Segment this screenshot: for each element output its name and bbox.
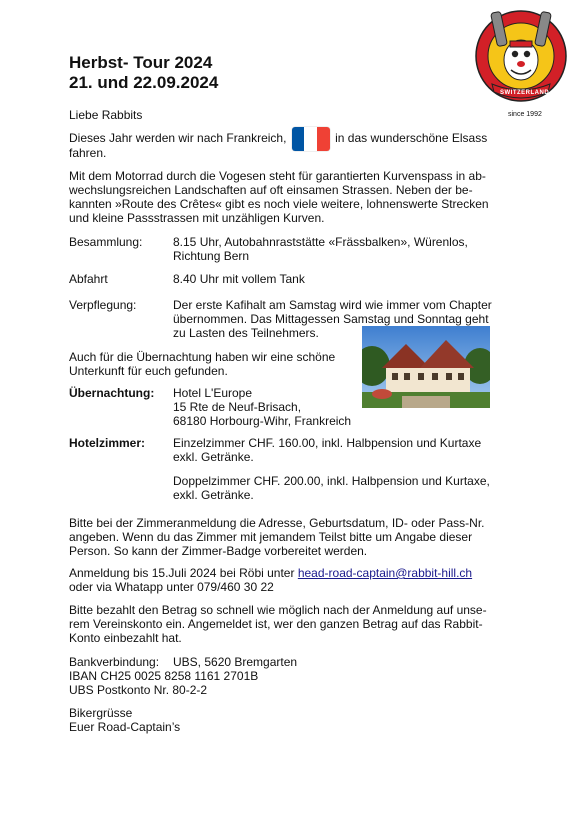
accommodation-intro — [69, 350, 335, 378]
signature-line: Euer Road-Captain’s — [69, 720, 181, 734]
hotel-address-line: 68180 Horbourg-Wihr, Frankreich — [173, 414, 352, 428]
payment-note-line: Bitte bezahlt den Betrag so schnell wie möglich nach der Anmeldung auf unse- — [69, 603, 487, 617]
meeting-value-line: 8.15 Uhr, Autobahnraststätte «Frässbalken», Würenlos, — [173, 235, 468, 249]
intro-text-after-flag: in das wunderschöne Elsass — [335, 131, 488, 145]
bank-label: Bankverbindung: — [69, 655, 160, 669]
payment-note-line: rem Vereinskonto ein. Angemeldet ist, wer den ganzen Betrag auf das Rabbit- — [69, 617, 483, 631]
description-line: wechslungsreichen Landschaften auf oft einsamen Strassen. Neben der be- — [69, 183, 473, 197]
catering-value-line: zu Lasten des Teilnehmers. — [173, 326, 319, 340]
closing — [69, 706, 180, 734]
description-line: und kleine Passstrassen mit unzähligen Kurven. — [69, 211, 325, 225]
email-link[interactable]: head-road-captain@rabbit-hill.ch — [297, 566, 473, 580]
bank-name: UBS, 5620 Bremgarten — [173, 655, 298, 669]
bank-details — [69, 655, 529, 697]
intro-text-before-flag: Dieses Jahr werden wir nach Frankreich, — [69, 131, 287, 145]
hotel-address — [173, 386, 351, 428]
closing-line: Bikergrüsse — [69, 706, 133, 720]
page-title — [69, 53, 218, 93]
logo-top-text — [474, 6, 475, 7]
signup-text: Anmeldung bis 15.Juli 2024 bei Röbi unter — [69, 566, 295, 580]
description-line: kannten »Route des Crêtes« gibt es noch viele weitere, lohnenswerte Strecken — [69, 197, 489, 211]
double-room-line: exkl. Getränke. — [173, 488, 254, 502]
accommodation-intro-line: Unterkunft für euch gefunden. — [69, 364, 228, 378]
registration-note-line: Person. So kann der Zimmer-Badge vorbereitet werden. — [69, 544, 368, 558]
bank-iban: IBAN CH25 0025 8258 1161 2701B — [69, 669, 259, 683]
greeting: Liebe Rabbits — [69, 108, 143, 122]
title-line-2: 21. und 22.09.2024 — [69, 73, 219, 92]
overnight-label: Übernachtung: — [69, 386, 155, 400]
accommodation-intro-line: Auch für die Übernachtung haben wir eine schöne — [69, 350, 336, 364]
description-line: Mit dem Motorrad durch die Vogesen steht für garantierten Kurvenspass in ab- — [69, 169, 486, 183]
single-room-line: exkl. Getränke. — [173, 450, 254, 464]
departure-value: 8.40 Uhr mit vollem Tank — [173, 272, 305, 286]
since-label: since 1992 — [508, 111, 542, 118]
description-paragraph — [69, 169, 529, 225]
double-room-line: Doppelzimmer CHF. 200.00, inkl. Halbpension und Kurtaxe, — [173, 474, 490, 488]
signup-paragraph — [69, 566, 529, 594]
france-flag-icon — [292, 127, 330, 151]
title-line-1: Herbst- Tour 2024 — [69, 53, 213, 72]
meeting-value-line: Richtung Bern — [173, 249, 250, 263]
logo-bottom-text: SWITZERLAND — [500, 90, 550, 96]
hotel-address-line: Hotel L'Europe — [173, 386, 253, 400]
chapter-logo — [474, 6, 568, 106]
payment-note-line: Konto einbezahlt hat. — [69, 631, 182, 645]
hotel-image-icon — [362, 326, 490, 408]
departure-label: Abfahrt — [69, 272, 108, 286]
registration-note-line: Bitte bei der Zimmeranmeldung die Adresse, Geburtsdatum, ID- oder Pass-Nr. — [69, 516, 485, 530]
catering-label: Verpflegung: — [69, 298, 137, 312]
hotel-photo — [362, 326, 490, 408]
hotel-address-line: 15 Rte de Neuf-Brisach, — [173, 400, 302, 414]
single-room-line: Einzelzimmer CHF. 160.00, inkl. Halbpension und Kurtaxe — [173, 436, 482, 450]
registration-note-line: angeben. Wenn du das Zimmer mit jemandem Teilst bitte um Angabe dieser — [69, 530, 473, 544]
catering-value-line: übernommen. Das Mittagessen Samstag und Sonntag geht — [173, 312, 489, 326]
catering-value-line: Der erste Kafihalt am Samstag wird wie immer vom Chapter — [173, 298, 492, 312]
rooms-label: Hotelzimmer: — [69, 436, 146, 450]
whatsapp-line: oder via Whatapp unter 079/460 30 22 — [69, 580, 274, 594]
meeting-label: Besammlung: — [69, 235, 143, 249]
payment-note — [69, 603, 529, 645]
bank-postkonto: UBS Postkonto Nr. 80-2-2 — [69, 683, 208, 697]
meeting-value — [173, 235, 468, 263]
registration-note — [69, 516, 529, 558]
double-room-price — [173, 474, 490, 502]
single-room-price — [173, 436, 481, 464]
intro-line-2: fahren. — [69, 146, 107, 160]
intro-paragraph — [69, 126, 509, 160]
